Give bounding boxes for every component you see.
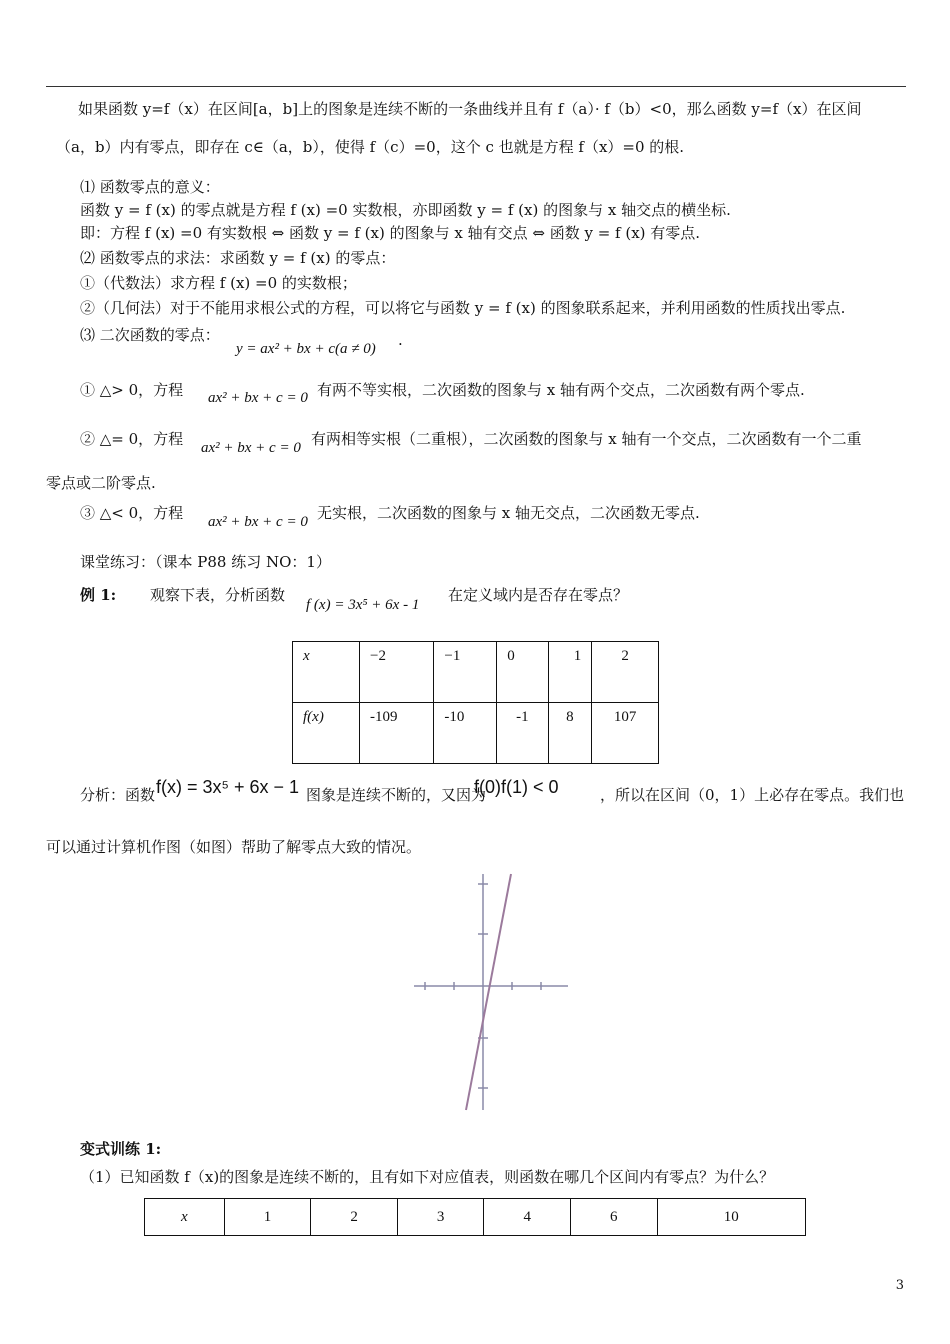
table-cell: 6 bbox=[570, 1199, 657, 1236]
table-row bbox=[293, 703, 659, 764]
example-1-text: 观察下表，分析函数 bbox=[150, 586, 286, 604]
case-2-suffix: 有两相等实根（二重根），二次函数的图象与 x 轴有一个交点，二次函数有一个二重 bbox=[311, 430, 862, 448]
variant-value-table bbox=[144, 1198, 806, 1236]
section-2-line-2: ②（几何法）对于不能用求根公式的方程，可以将它与函数 y = f (x) 的图象联系起来，并利用函数的性质找出零点. bbox=[80, 299, 846, 317]
section-2-title: ⑵ 函数零点的求法：求函数 y = f (x) 的零点： bbox=[80, 249, 396, 267]
case-2-prefix: ② △= 0，方程 bbox=[80, 430, 184, 448]
practice-line: 课堂练习：（课本 P88 练习 NO：1） bbox=[80, 553, 331, 571]
analysis-middle: 图象是连续不断的，又因为 bbox=[306, 786, 487, 804]
example-value-table bbox=[292, 641, 659, 764]
analysis-line-2: 可以通过计算机作图（如图）帮助了解零点大致的情况。 bbox=[46, 838, 422, 856]
analysis-suffix: ，所以在区间（0，1）上必存在零点。我们也 bbox=[600, 786, 905, 804]
example-1-label: 例 1: bbox=[80, 586, 117, 604]
table-cell: 8 bbox=[548, 703, 592, 764]
section-3-formula: y = ax² + bx + c(a ≠ 0) bbox=[236, 341, 376, 357]
case-2-continuation: 零点或二阶零点. bbox=[46, 474, 156, 492]
table-cell: 1 bbox=[548, 642, 592, 703]
table-cell: -109 bbox=[360, 703, 434, 764]
table-row bbox=[145, 1199, 806, 1236]
table-cell: −1 bbox=[434, 642, 497, 703]
variant-title: 变式训练 1: bbox=[80, 1140, 162, 1158]
case-3-suffix: 无实根，二次函数的图象与 x 轴无交点，二次函数无零点. bbox=[317, 504, 700, 522]
analysis-prefix: 分析：函数 bbox=[80, 786, 156, 804]
table-cell: 4 bbox=[484, 1199, 571, 1236]
table-cell: 107 bbox=[592, 703, 659, 764]
table-cell: f(x) bbox=[293, 703, 360, 764]
table-cell: 1 bbox=[224, 1199, 311, 1236]
case-2-equation: ax² + bx + c = 0 bbox=[201, 440, 301, 456]
table-cell: x bbox=[145, 1199, 225, 1236]
variant-question-1: （1）已知函数 f（x)的图象是连续不断的，且有如下对应值表，则函数在哪几个区间内有零点？为什么？ bbox=[80, 1168, 775, 1186]
case-1-suffix: 有两不等实根，二次函数的图象与 x 轴有两个交点，二次函数有两个零点. bbox=[317, 381, 805, 399]
table-cell: 3 bbox=[397, 1199, 484, 1236]
intro-line-1: 如果函数 y=f（x）在区间[a，b]上的图象是连续不断的一条曲线并且有 f（a）· f（b）<0，那么函数 y=f（x）在区间 bbox=[78, 100, 862, 118]
intro-line-2: （a，b）内有零点，即存在 c∈（a，b），使得 f（c）=0，这个 c 也就是方程 f（x）=0 的根. bbox=[56, 138, 685, 156]
function-curve bbox=[466, 874, 511, 1110]
section-3-formula-dot: . bbox=[398, 331, 403, 349]
section-1-title: ⑴ 函数零点的意义： bbox=[80, 178, 220, 196]
example-1-formula: f (x) = 3x⁵ + 6x - 1 bbox=[306, 597, 420, 613]
section-2-line-1: ①（代数法）求方程 f (x) =0 的实数根； bbox=[80, 274, 357, 292]
table-cell: 10 bbox=[657, 1199, 805, 1236]
table-row bbox=[293, 642, 659, 703]
section-1-line-1: 函数 y = f (x) 的零点就是方程 f (x) =0 实数根，亦即函数 y = f (x) 的图象与 x 轴交点的横坐标. bbox=[80, 201, 731, 219]
page-number: 3 bbox=[895, 1278, 904, 1293]
example-1-suffix: 在定义域内是否存在零点？ bbox=[448, 586, 629, 604]
case-1-equation: ax² + bx + c = 0 bbox=[208, 390, 308, 406]
analysis-formula: f(x) = 3x⁵ + 6x − 1 bbox=[156, 777, 300, 797]
table-cell: 2 bbox=[311, 1199, 398, 1236]
table-cell: −2 bbox=[360, 642, 434, 703]
top-rule bbox=[46, 86, 906, 87]
case-3-equation: ax² + bx + c = 0 bbox=[208, 514, 308, 530]
section-1-line-2: 即：方程 f (x) =0 有实数根 ⇔ 函数 y = f (x) 的图象与 x 轴有交点 ⇔ 函数 y = f (x) 有零点. bbox=[80, 224, 701, 242]
case-3-prefix: ③ △< 0，方程 bbox=[80, 504, 184, 522]
table-cell: 0 bbox=[497, 642, 548, 703]
section-3-title: ⑶ 二次函数的零点： bbox=[80, 326, 220, 344]
case-1-prefix: ① △> 0，方程 bbox=[80, 381, 184, 399]
analysis-condition: f(0)f(1) < 0 bbox=[474, 777, 559, 797]
table-cell: x bbox=[293, 642, 360, 703]
table-cell: -10 bbox=[434, 703, 497, 764]
function-graph bbox=[414, 870, 570, 1112]
table-cell: 2 bbox=[592, 642, 659, 703]
table-cell: -1 bbox=[497, 703, 548, 764]
